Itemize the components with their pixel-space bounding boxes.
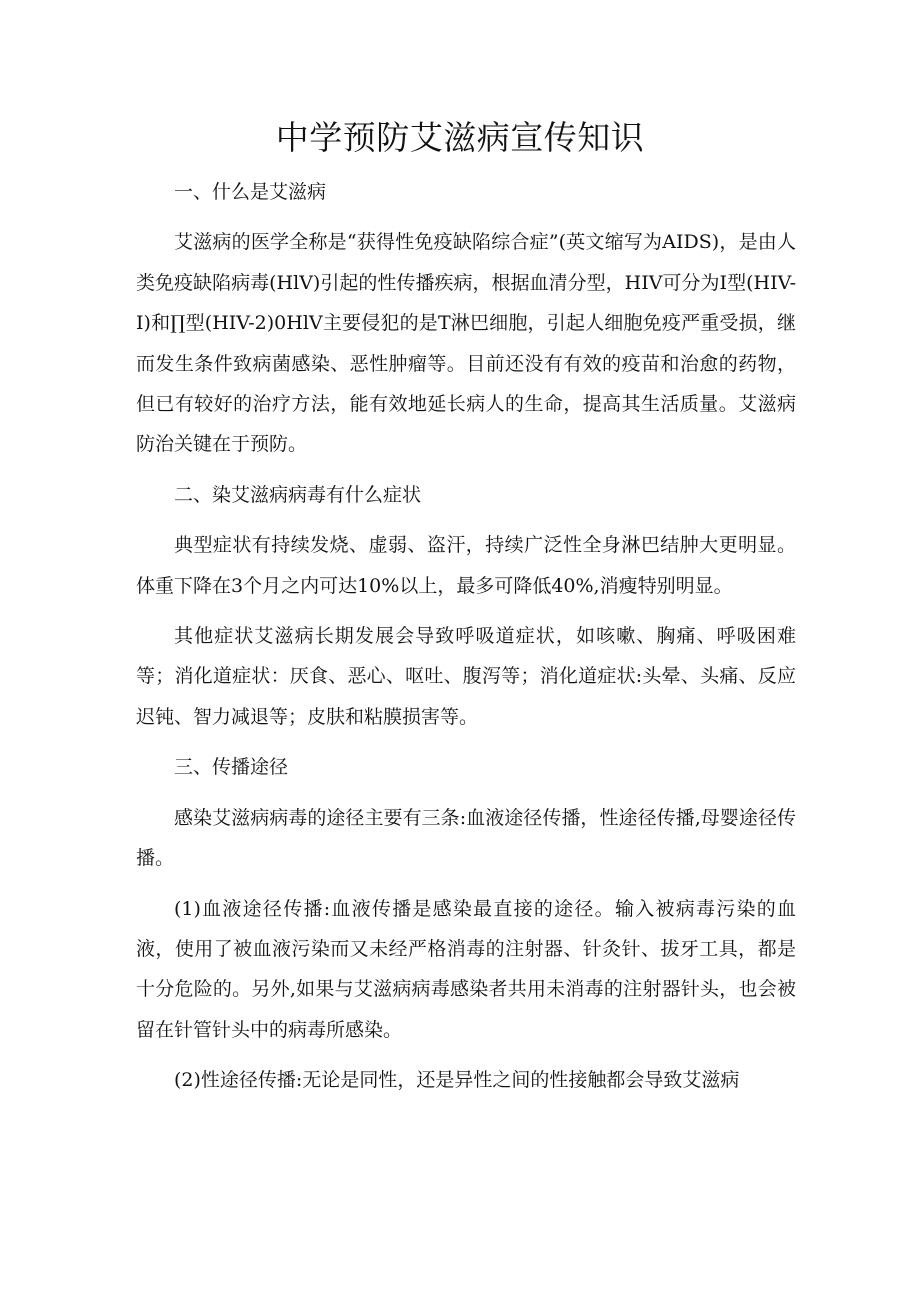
section-heading-1: 一、什么是艾滋病 xyxy=(174,181,327,203)
paragraph-aids-definition: 艾滋病的医学全称是“获得性免疫缺陷综合症”(英文缩写为AIDS)，是由人类免疫缺陷病毒(HlV)引起的性传播疾病，根据血清分型，HIV可分为I型(HIV-I)和∏型(HIV-2)0HlV主要侵犯的是T淋巴细胞，引起人细胞免疫严重受损，继而发生条件致病菌感染、恶性肿瘤等。目前还没有有效的疫苗和治愈的药物，但已有较好的治疗方法，能有效地延长病人的生命，提高其生活质量。艾滋病防治关键在于预防。 xyxy=(136,231,796,456)
paragraph-typical-symptoms: 典型症状有持续发烧、虚弱、盗汗，持续广泛性全身淋巴结肿大更明显。体重下降在3个月之内可达10%以上，最多可降低40%,消瘦特别明显。 xyxy=(136,534,796,597)
paragraph-transmission-routes: 感染艾滋病病毒的途径主要有三条:血液途径传播，性途径传播,母婴途径传播。 xyxy=(136,806,796,870)
paragraph-other-symptoms: 其他症状艾滋病长期发展会导致呼吸道症状，如咳嗽、胸痛、呼吸困难等；消化道症状：厌食、恶心、呕吐、腹泻等；消化道症状:头晕、头痛、反应迟钝、智力减退等；皮肤和粘膜损害等。 xyxy=(136,625,796,728)
section-heading-3: 三、传播途径 xyxy=(174,756,289,779)
document-title: 中学预防艾滋病宣传知识 xyxy=(275,118,645,157)
section-heading-2: 二、染艾滋病病毒有什么症状 xyxy=(174,483,422,506)
document-body xyxy=(136,172,796,1111)
paragraph-blood-transmission: (1)血液途径传播:血液传播是感染最直接的途径。输入被病毒污染的血液，使用了被血液污染而又未经严格消毒的注射器、针灸针、拔牙工具，都是十分危险的。另外,如果与艾滋病病毒感染者共用未消毒的注射器针头，也会被留在针管针头中的病毒所感染。 xyxy=(136,897,796,1041)
paragraph-sexual-transmission: (2)性途径传播:无论是同性，还是异性之间的性接触都会导致艾滋病 xyxy=(174,1069,740,1092)
